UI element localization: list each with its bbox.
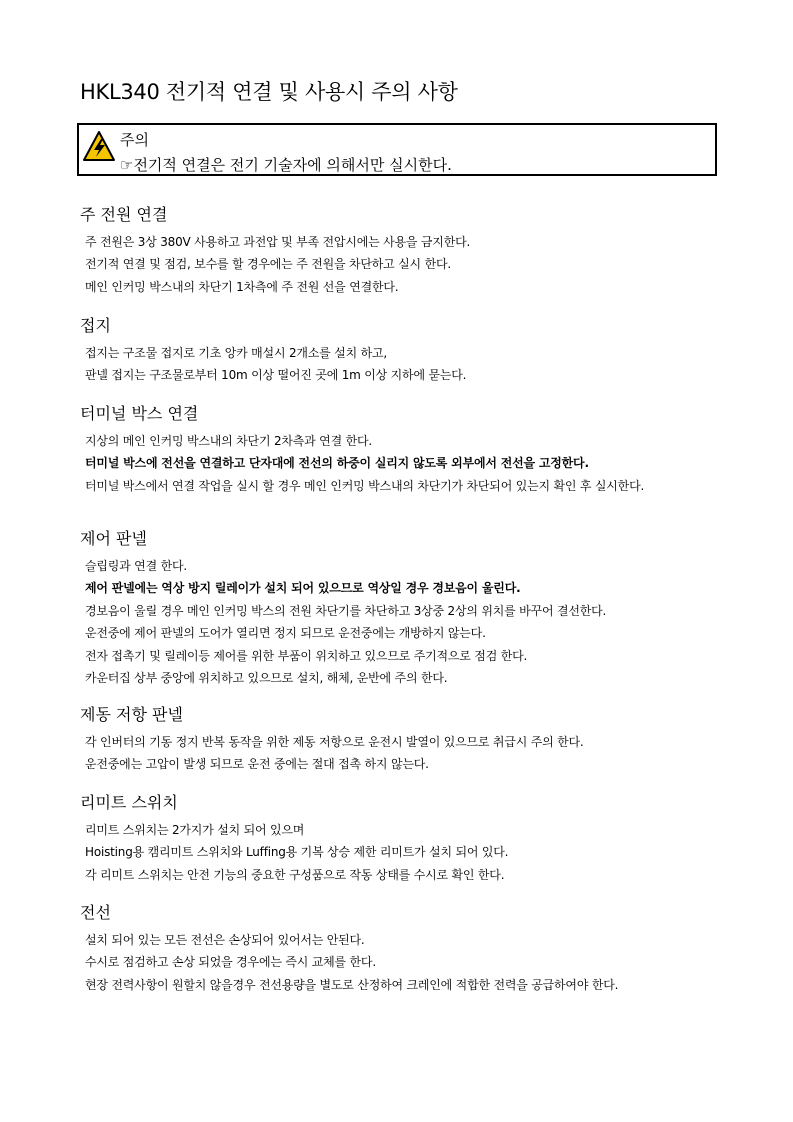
section-main-power	[80, 202, 740, 298]
section-line: 전기적 연결 및 점검, 보수를 할 경우에는 주 전원을 차단하고 실시 한다.	[85, 257, 451, 272]
section-brake-resistor	[80, 702, 740, 776]
section-line: 슬립링과 연결 한다.	[85, 559, 187, 573]
caution-label: 주의	[120, 131, 149, 149]
section-control-panel	[80, 526, 740, 689]
section-wiring	[80, 900, 740, 996]
section-grounding	[80, 313, 740, 387]
section-line: 메인 인커밍 박스내의 차단기 1차측에 주 전원 선을 연결한다.	[85, 279, 399, 294]
section-line: 지상의 메인 인커밍 박스내의 차단기 2차측과 연결 한다.	[85, 434, 372, 448]
section-line: 터미널 박스에 전선을 연결하고 단자대에 전선의 하중이 실리지 않도록 외부에서 전선을 고정한다.	[85, 456, 589, 471]
warning-icon	[82, 130, 116, 162]
section-terminal-box	[80, 401, 740, 497]
section-line: 주 전원은 3상 380V 사용하고 과전압 및 부족 전압시에는 사용을 금지한다.	[85, 235, 471, 249]
section-limit-switch	[80, 790, 740, 886]
section-line: 리미트 스위치는 2가지가 설치 되어 있으며	[85, 823, 305, 837]
section-title: 터미널 박스 연결	[80, 404, 199, 423]
section-title: 접지	[80, 316, 111, 335]
section-line: 현장 전력사항이 원할치 않을경우 전선용량을 별도로 산정하여 크레인에 적합한 전력을 공급하여야 한다.	[85, 977, 619, 992]
section-line: 설치 되어 있는 모든 전선은 손상되어 있어서는 안된다.	[85, 933, 365, 947]
section-line: 터미널 박스에서 연결 작업을 실시 할 경우 메인 인커밍 박스내의 차단기가 차단되어 있는지 확인 후 실시한다.	[85, 478, 645, 493]
section-line: 판넬 접지는 구조물로부터 10m 이상 떨어진 곳에 1m 이상 지하에 묻는다.	[85, 368, 467, 383]
section-line: Hoisting용 캠리미트 스위치와 Luffing용 기복 상승 제한 리미트가 설치 되어 있다.	[85, 845, 509, 860]
section-title: 주 전원 연결	[80, 205, 168, 224]
section-line: 카운터집 상부 중앙에 위치하고 있으므로 설치, 해체, 운반에 주의 한다.	[85, 671, 448, 686]
section-title: 제어 판넬	[80, 529, 147, 548]
section-line: 운전중에는 고압이 발생 되므로 운전 중에는 절대 접촉 하지 않는다.	[85, 757, 429, 772]
section-line: 각 인버터의 기동 정지 반복 동작을 위한 제동 저항으로 운전시 발열이 있으므로 취급시 주의 한다.	[85, 735, 584, 749]
caution-box	[77, 123, 717, 176]
section-line: 접지는 구조물 접지로 기초 앙카 매설시 2개소를 설치 하고,	[85, 346, 387, 360]
section-line: 각 리미트 스위치는 안전 기능의 중요한 구성품으로 작동 상태를 수시로 확인 한다.	[85, 867, 505, 882]
caution-text: ☞전기적 연결은 전기 기술자에 의해서만 실시한다.	[120, 156, 452, 174]
section-title: 제동 저항 판넬	[80, 705, 183, 724]
section-title: 전선	[80, 903, 111, 922]
section-line: 수시로 점검하고 손상 되었을 경우에는 즉시 교체를 한다.	[85, 955, 376, 970]
section-line: 제어 판넬에는 역상 방지 릴레이가 설치 되어 있으므로 역상일 경우 경보음이 울린다.	[85, 581, 521, 596]
page-title: HKL340 전기적 연결 및 사용시 주의 사항	[80, 80, 458, 104]
section-line: 운전중에 제어 판넬의 도어가 열리면 정지 되므로 운전중에는 개방하지 않는다.	[85, 626, 486, 641]
section-line: 전자 접촉기 및 릴레이등 제어를 위한 부품이 위치하고 있으므로 주기적으로 점검 한다.	[85, 648, 528, 663]
section-line: 경보음이 울릴 경우 메인 인커밍 박스의 전원 차단기를 차단하고 3상중 2상의 위치를 바꾸어 결선한다.	[85, 603, 607, 618]
section-title: 리미트 스위치	[80, 793, 178, 812]
